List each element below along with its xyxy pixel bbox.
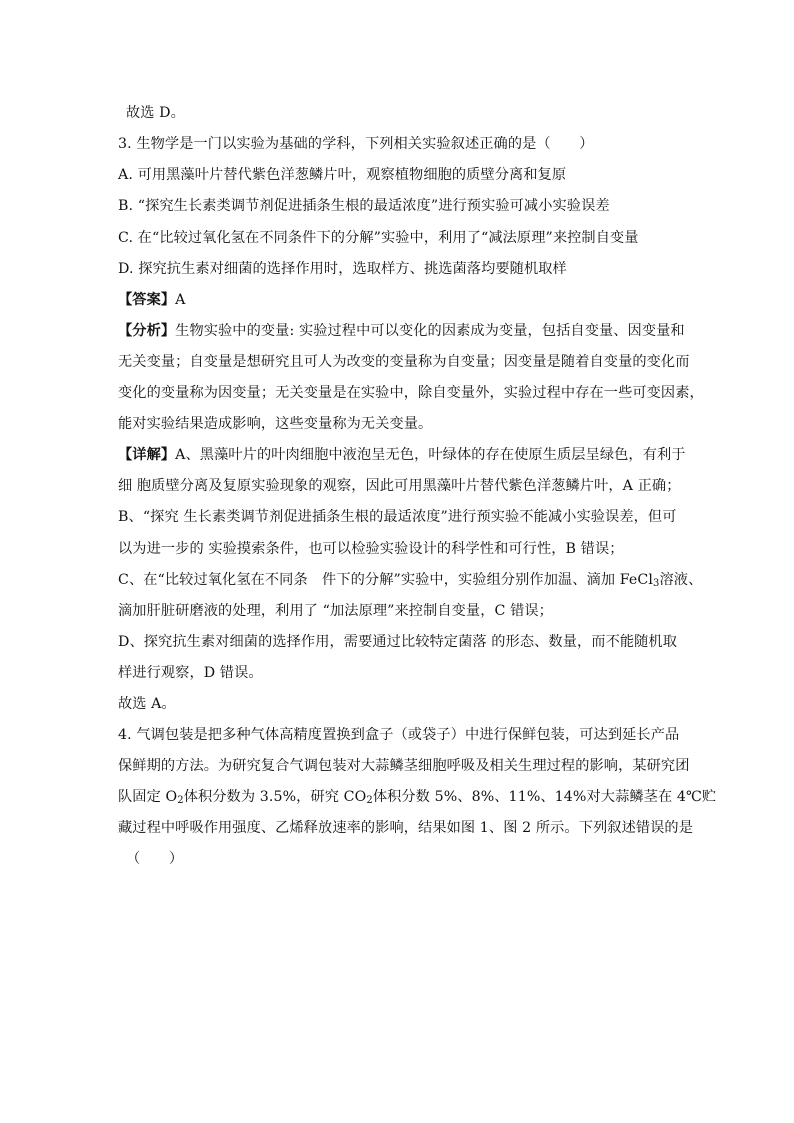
- detail-text: A、黑藻叶片的叶肉细胞中液泡呈无色，叶绿体的存在使原生质层呈绿色，有利于: [175, 447, 686, 463]
- fecl-subscript: 3: [653, 578, 660, 589]
- analysis-text: 生物实验中的变量: 实验过程中可以变化的因素成为变量，包括自变量、因变量和: [175, 323, 685, 339]
- detail-text-5b: 溶液、: [659, 572, 703, 588]
- o2-subscript: 2: [177, 795, 184, 806]
- q3-detail-line-5: [118, 570, 702, 590]
- q4-line-5: （ ）: [126, 851, 184, 867]
- q3-option-d: D. 探究抗生素对细菌的选择作用时，选取样方、挑选菌落均要随机取样: [118, 261, 567, 277]
- q3-detail-line-4: 以为进一步的 实验摸索条件，也可以检验实验设计的科学性和可行性，B 错误；: [118, 541, 624, 557]
- q2-conclusion: 故选 D。: [126, 105, 185, 121]
- q3-analysis-line-4: 能对实验结果造成影响，这些变量称为无关变量。: [118, 416, 433, 432]
- q3-option-a: A. 可用黑藻叶片替代紫色洋葱鳞片叶，观察植物细胞的质壁分离和复原: [118, 167, 567, 183]
- q3-detail-line-6: 滴加肝脏研磨液的处理，利用了 “加法原理”来控制自变量，C 错误；: [118, 603, 553, 619]
- detail-text-5a: C、在“比较过氧化氢在不同条 件下的分解”实验中，实验组分别作加温、滴加 FeCl: [118, 572, 654, 588]
- answer-value: A: [175, 292, 186, 308]
- q3-detail-line-8: 样进行观察，D 错误。: [118, 665, 263, 681]
- q3-stem: 3. 生物学是一门以实验为基础的学科，下列相关实验叙述正确的是（ ）: [118, 136, 594, 152]
- q3-detail-line-3: B、“探究 生长素类调节剂促进插条生根的最适浓度”进行预实验不能减小实验误差，但可: [118, 509, 677, 525]
- co2-subscript: 2: [366, 795, 373, 806]
- q3-analysis-line-3: 变化的变量称为因变量；无关变量是在实验中，除自变量外，实验过程中存在一些可变因素，: [118, 385, 704, 401]
- q3-option-c: C. 在“比较过氧化氢在不同条件下的分解”实验中，利用了“减法原理”来控制自变量: [118, 230, 639, 246]
- q3-option-b: B. “探究生长素类调节剂促进插条生根的最适浓度”进行预实验可减小实验误差: [118, 198, 610, 214]
- q4-line-3b: 体积分数为 3.5%，研究 CO: [183, 789, 367, 805]
- q3-detail-line-1: [118, 445, 686, 465]
- q3-answer: [118, 290, 186, 310]
- detail-label: 【详解】: [118, 447, 176, 463]
- q3-analysis-line-2: 无关变量；自变量是想研究且可人为改变的变量称为自变量；因变量是随着自变量的变化而: [118, 354, 690, 370]
- q3-detail-line-7: D、探究抗生素对细菌的选择作用，需要通过比较特定菌落 的形态、数量，而不能随机取: [118, 634, 678, 650]
- analysis-label: 【分析】: [118, 323, 176, 339]
- answer-label: 【答案】: [118, 292, 176, 308]
- q3-detail-line-2: 细 胞质壁分离及复原实验现象的观察，因此可用黑藻叶片替代紫色洋葱鳞片叶，A 正确；: [118, 478, 681, 494]
- q4-line-4: 藏过程中呼吸作用强度、乙烯释放速率的影响，结果如图 1、图 2 所示。下列叙述错误的是: [118, 820, 694, 836]
- q3-analysis-line-1: [118, 321, 685, 341]
- q4-line-2: 保鲜期的方法。为研究复合气调包装对大蒜鳞茎细胞呼吸及相关生理过程的影响，某研究团: [118, 758, 690, 774]
- q4-line-1: 4. 气调包装是把多种气体高精度置换到盒子（或袋子）中进行保鲜包装，可达到延长产品: [118, 727, 680, 743]
- q3-conclusion: 故选 A。: [118, 696, 176, 712]
- q4-line-3: [118, 787, 716, 807]
- q4-line-3a: 队固定 O: [118, 789, 178, 805]
- q4-line-3c: 体积分数 5%、8%、11%、14%对大蒜鳞茎在 4℃贮: [372, 789, 717, 805]
